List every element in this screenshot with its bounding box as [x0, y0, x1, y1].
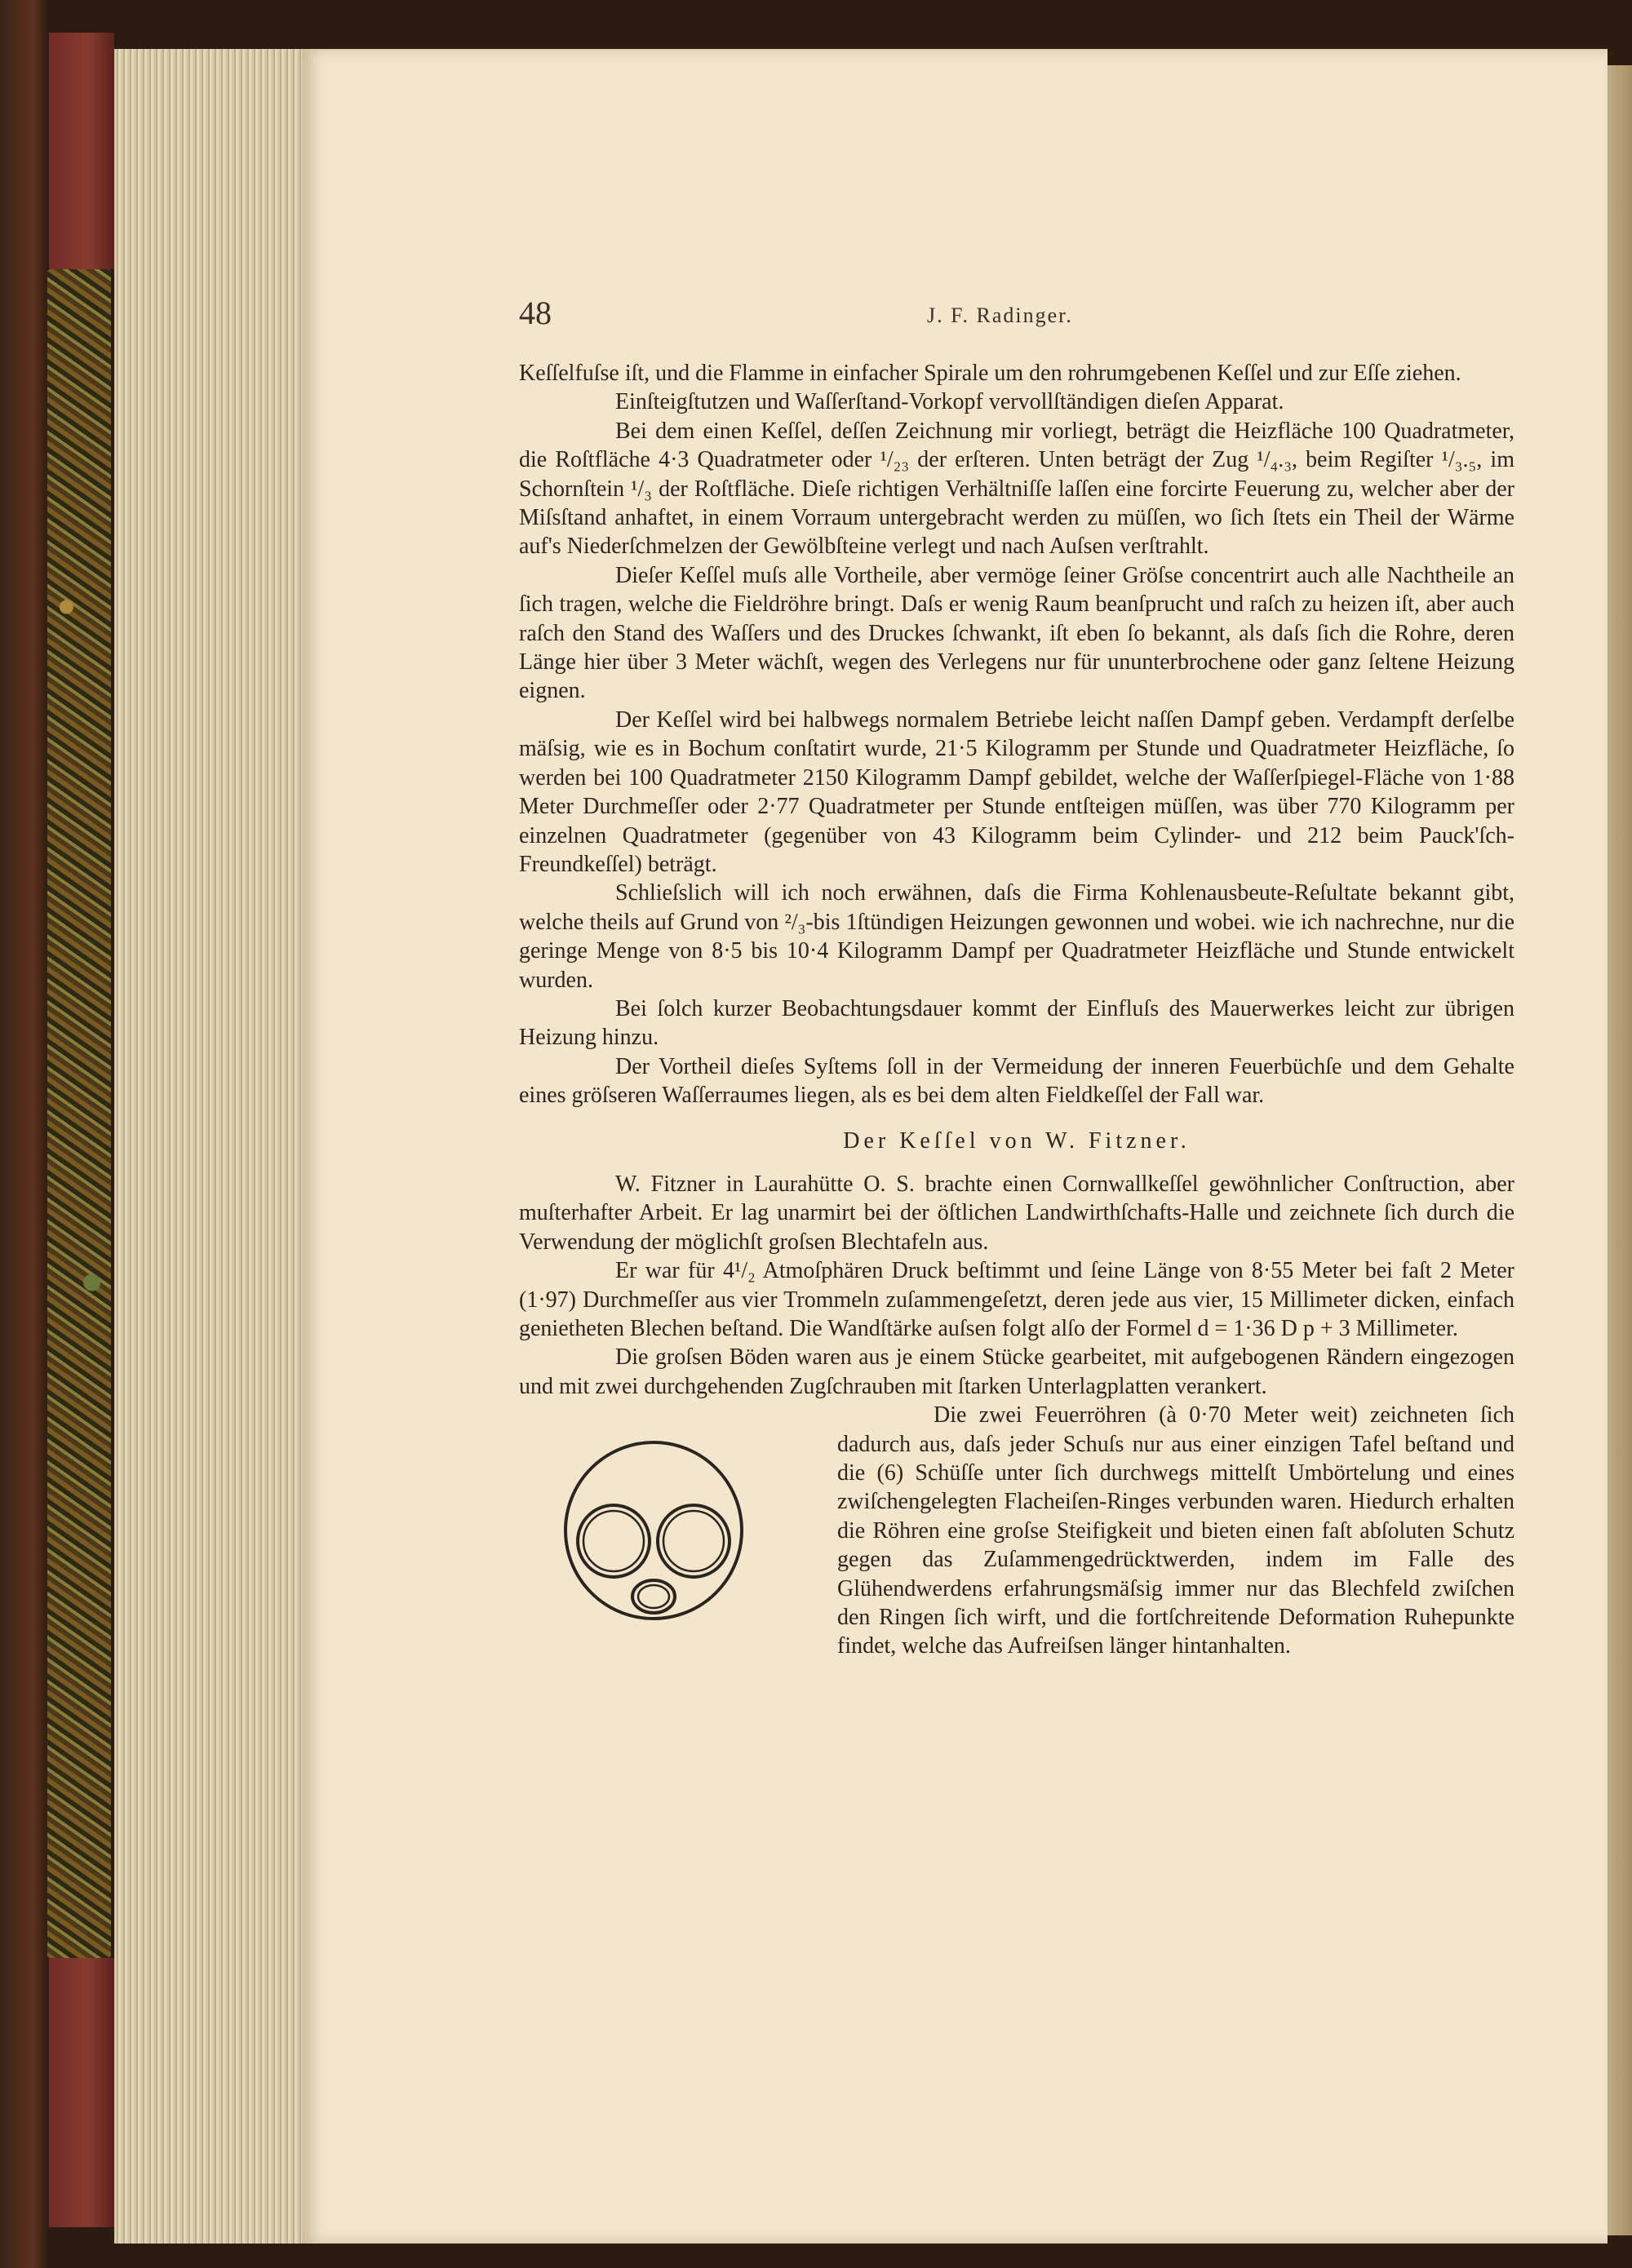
page-edges: [114, 49, 310, 2244]
paragraph: Keſſelfuſse iſt, und die Flamme in einfacher Spirale um den rohrumgebenen Keſſel und zur Eſſe ziehen.: [519, 361, 1461, 386]
paragraph: Er war für 4¹/₂ Atmoſphären Druck beſtimmt und ſeine Länge von 8·55 Meter bei faſt 2 Meter (1·97) Durchmeſſer aus vier Trommeln zuſammengeſetzt, deren jede aus vier, 15 Millimeter dicken, einfach genietheten Blechen beſtand. Die Wandſtärke auſsen folgt alſo der Formel d = 1·36 D p + 3 Millimeter.: [519, 1258, 1514, 1341]
paragraph: Die groſsen Böden waren aus je einem Stücke gearbeitet, mit aufgebogenen Rändern eingezogen und mit zwei durchgehenden Zugſchrauben mit ſtarken Unterlagplatten verankert.: [519, 1344, 1514, 1399]
paragraph: Schlieſslich will ich noch erwähnen, daſs die Firma Kohlenausbeute-Reſultate bekannt gibt, welche theils auf Grund von ²/₃-bis 1ſtündigen Heizungen gewonnen und wobei. wie ich nachrechne, nur die geringe Menge von 8·5 bis 10·4 Kilogramm Dampf per Quadratmeter Heizfläche und Stunde entwickelt wurden.: [519, 880, 1514, 993]
boiler-cross-section-figure: [560, 1437, 805, 1673]
spine-marbled-paper: [47, 269, 111, 1958]
paragraph: W. Fitzner in Laurahütte O. S. brachte einen Cornwallkeſſel gewöhnlicher Conſtruction, aber muſterhafter Arbeit. Er lag unarmirt bei der öſtlichen Landwirthſchafts-Halle und zeichnete ſich durch die Verwendung der möglichſt groſsen Blechtafeln aus.: [519, 1171, 1514, 1255]
paragraph: Bei dem einen Keſſel, deſſen Zeichnung mir vorliegt, beträgt die Heizfläche 100 Quadratmeter, die Roſtfläche 4·3 Quadratmeter oder ¹/₂₃ der erſteren. Unten beträgt der Zug ¹/₄.₃, beim Regiſter ¹/₃.₅, im Schornſtein ¹/₃ der Roſtfläche. Dieſe richtigen Verhältniſſe laſſen eine forcirte Feuerung zu, welcher aber der Miſsſtand anhaftet, in einem Vorraum untergebracht werden zu müſſen, wo ſich ſtets ein Theil der Wärme auf's Niederſchmelzen der Gewölbſteine verlegt und nach Auſsen verſtrahlt.: [519, 418, 1514, 560]
paragraph: Dieſer Keſſel muſs alle Vortheile, aber vermöge ſeiner Gröſse concentrirt auch alle Nachtheile an ſich tragen, welche die Fieldröhre bringt. Daſs er wenig Raum beanſprucht und raſch zu heizen iſt, aber auch raſch den Stand des Waſſers und des Druckes ſchwankt, iſt eben ſo bekannt, als daſs ſich die Rohre, deren Länge hier über 3 Meter wächſt, wegen des Verlegens nur für ununterbrochene oder ganz ſeltene Heizung eignen.: [519, 562, 1514, 704]
paragraph: Die zwei Feuerröhren (à 0·70 Meter weit) zeichneten ſich dadurch aus, daſs jeder Schuſs nur aus einer einzigen Tafel beſtand und die (6) Schüſſe unter ſich durchwegs mittelſt Umbörtelung und eines zwiſchengelegten Flacheiſen-Ringes verbunden waren. Hiedurch erhalten die Röhren eine groſse Steifigkeit und bieten einen faſt abſoluten Schutz gegen das Zuſammengedrücktwerden, indem im Falle des Glühendwerdens erfahrungsmäſsig immer nur das Blechfeld zwiſchen den Ringen ſich wirft, und die fortſchreitende Deformation Ruhepunkte findet, welche das Aufreiſsen länger hintanhalten.: [837, 1402, 1514, 1659]
paragraph: Bei ſolch kurzer Beobachtungsdauer kommt der Einfluſs des Mauerwerkes leicht zur übrigen Heizung hinzu.: [519, 995, 1514, 1051]
body-text: [519, 359, 1514, 1673]
paragraph: Einſteigſtutzen und Waſſerſtand-Vorkopf vervollſtändigen dieſen Apparat.: [615, 389, 1284, 415]
section-heading: Der Keſſel von W. Fitzner.: [843, 1127, 1191, 1154]
boiler-cross-section-icon: [560, 1437, 747, 1624]
page-header: [519, 294, 1514, 334]
spine-cloth-top: [49, 33, 114, 269]
spine-cloth-bottom: [49, 1958, 114, 2227]
paragraph: Der Vortheil dieſes Syſtems ſoll in der Vermeidung der inneren Feuerbüchſe und dem Gehalte eines gröſseren Waſſerraumes liegen, als es bei dem alten Fieldkeſſel der Fall war.: [519, 1053, 1514, 1109]
page-number: 48: [519, 295, 552, 331]
running-title: J. F. Radinger.: [927, 303, 1073, 327]
paragraph: Der Keſſel wird bei halbwegs normalem Betriebe leicht naſſen Dampf geben. Verdampft derſelbe mäſsig, wie es in Bochum conſtatirt wurde, 21·5 Kilogramm per Stunde und Quadratmeter Heizfläche, ſo werden bei 100 Quadratmeter 2150 Kilogramm Dampf gebildet, welche der Waſſerſpiegel-Fläche von 1·88 Meter Durchmeſſer oder 2·77 Quadratmeter per Stunde entſteigen müſſen, was über 770 Kilogramm per einzelnen Quadratmeter (gegenüber von 43 Kilogramm beim Cylinder- und 212 beim Pauck'ſch-Freundkeſſel) beträgt.: [519, 707, 1514, 877]
